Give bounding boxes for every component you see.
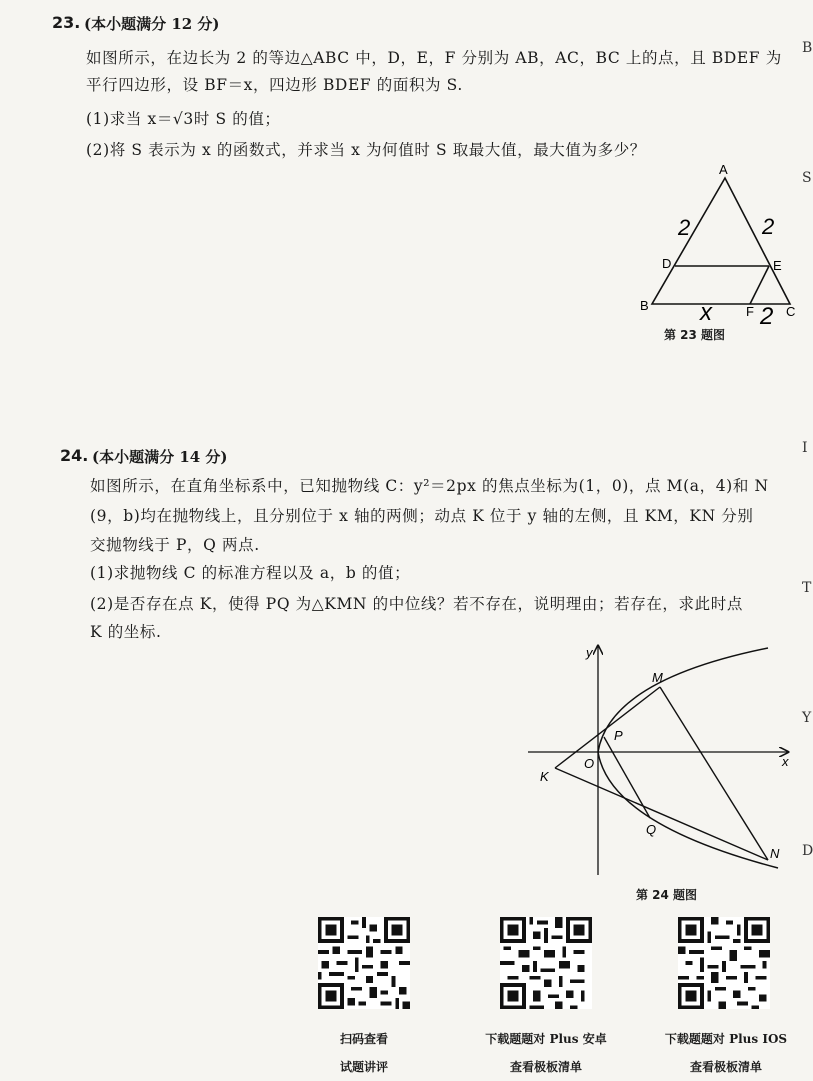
label-p: P <box>614 728 623 743</box>
q24-figure <box>520 640 800 880</box>
label-o: O <box>584 756 595 771</box>
label-c: C <box>786 304 796 319</box>
q24-figure-caption: 第 24 题图 <box>636 888 698 902</box>
label-d: D <box>662 256 672 271</box>
label-x: x <box>782 754 789 769</box>
label-b: B <box>640 298 649 313</box>
handwritten-2-fc: 2 <box>760 303 774 330</box>
edge-char-3: I <box>802 440 808 456</box>
segment-ef <box>750 266 769 304</box>
handwritten-2-right: 2 <box>762 214 775 239</box>
label-k: K <box>540 769 549 784</box>
edge-char-2: S <box>802 170 812 186</box>
q23-number: 23. <box>52 13 81 32</box>
qr-3-caption-2: 查看极板清单 <box>689 1060 762 1074</box>
q24-line-4: (1)求抛物线 C 的标准方程以及 a，b 的值； <box>90 564 411 582</box>
qr-code-1[interactable] <box>318 917 410 1009</box>
edge-char-1: B <box>802 40 813 56</box>
qr-code-2[interactable] <box>500 917 592 1009</box>
parabola-curve <box>598 648 778 868</box>
q24-line-1: 如图所示，在直角坐标系中，已知抛物线 C：y²＝2px 的焦点坐标为(1，0)，点 M(a，4)和 N <box>90 477 769 495</box>
q23-figure <box>630 160 810 330</box>
qr-code-3[interactable] <box>678 917 770 1009</box>
segment-pq <box>604 737 650 818</box>
q23-figure-caption: 第 23 题图 <box>664 328 726 342</box>
qr-2-caption-2: 查看极板清单 <box>509 1060 582 1074</box>
q24-line-6: K 的坐标. <box>90 623 162 641</box>
q24-header: (本小题满分 14 分) <box>92 448 228 466</box>
label-a: A <box>719 162 728 177</box>
segment-km <box>555 687 660 768</box>
q23-line-1: 如图所示，在边长为 2 的等边△ABC 中，D，E，F 分别为 AB，AC，BC 上的点，且 BDEF 为 <box>86 49 782 67</box>
segment-mn <box>660 687 768 860</box>
segment-kn <box>555 768 768 860</box>
qr-1-caption-2: 试题讲评 <box>339 1060 388 1074</box>
handwritten-x: x <box>700 299 712 326</box>
handwritten-2-left: 2 <box>678 215 691 240</box>
q23-line-3: (1)求当 x＝√3时 S 的值； <box>86 110 281 128</box>
edge-char-4: T <box>802 580 812 596</box>
qr-1-caption-1: 扫码查看 <box>339 1032 388 1046</box>
label-f: F <box>746 304 754 319</box>
q24-line-2: (9，b)均在抛物线上，且分别位于 x 轴的两侧；动点 K 位于 y 轴的左侧，且 KM，KN 分别 <box>90 507 754 525</box>
q24-line-5: (2)是否存在点 K，使得 PQ 为△KMN 的中位线？若不存在，说明理由；若存在，求此时点 <box>90 595 743 613</box>
label-m: M <box>652 670 663 685</box>
q23-line-2: 平行四边形，设 BF＝x，四边形 BDEF 的面积为 S. <box>86 76 463 94</box>
q24-line-3: 交抛物线于 P，Q 两点. <box>90 536 260 554</box>
qr-2-caption-1: 下载题题对 Plus 安卓 <box>485 1032 607 1046</box>
qr-3-caption-1: 下载题题对 Plus IOS <box>664 1032 788 1046</box>
label-e: E <box>773 258 782 273</box>
triangle-abc <box>652 178 790 304</box>
q23-line-4: (2)将 S 表示为 x 的函数式，并求当 x 为何值时 S 取最大值，最大值为多少？ <box>86 141 646 159</box>
label-y: y <box>586 645 593 660</box>
edge-char-5: Y <box>802 710 812 726</box>
label-n: N <box>770 846 780 861</box>
q24-number: 24. <box>60 446 89 465</box>
label-q: Q <box>646 822 657 837</box>
q23-header: (本小题满分 12 分) <box>84 15 220 33</box>
edge-char-6: D <box>802 843 813 859</box>
